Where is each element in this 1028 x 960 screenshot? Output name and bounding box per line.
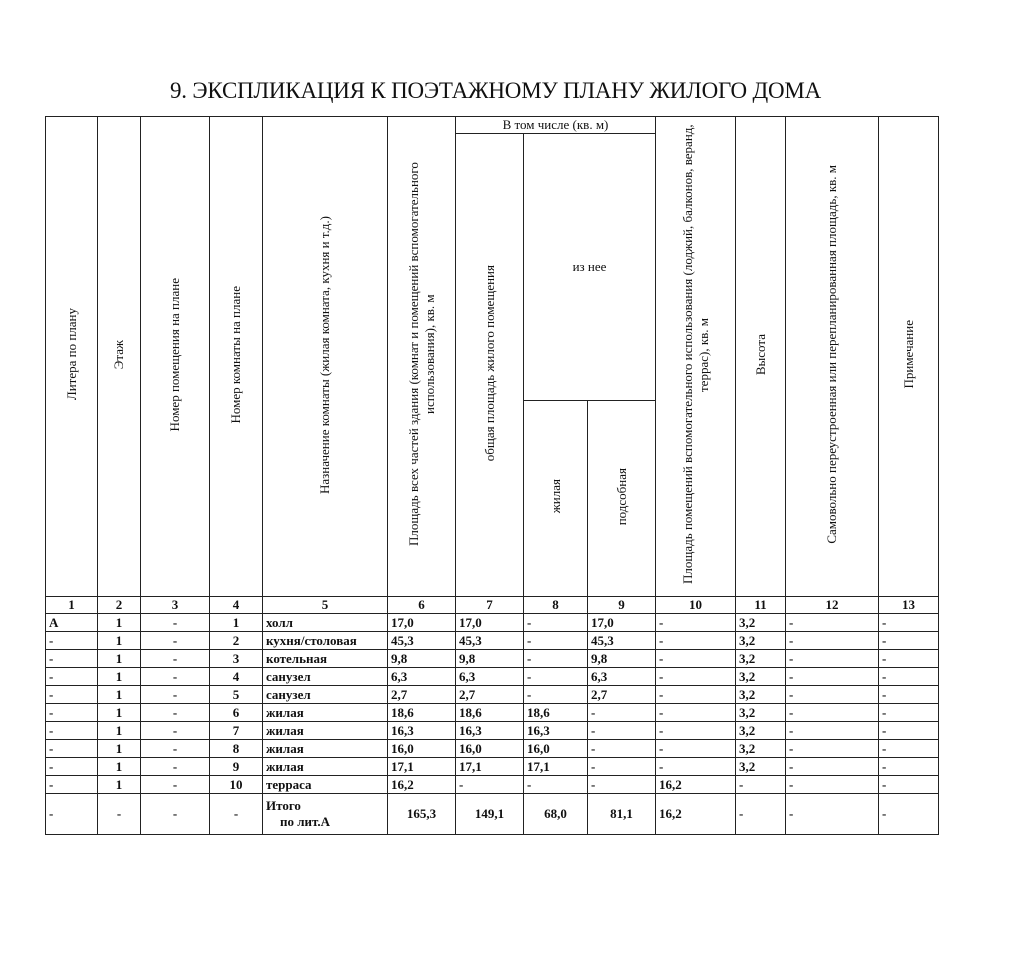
cell-living: - [524,632,588,650]
header-floor: Этаж [111,339,126,370]
cell-litera: - [46,668,98,686]
cell-utility: 9,8 [588,650,656,668]
cell-total-area: 2,7 [388,686,456,704]
cell-unauthorized: - [786,614,879,632]
cell-note: - [879,704,939,722]
cell-room: 5 [210,686,263,704]
total-litera: - [46,794,98,835]
cell-premise: - [141,758,210,776]
total-premise: - [141,794,210,835]
cell-living-premise-area: 17,0 [456,614,524,632]
cell-litera: - [46,650,98,668]
total-label-line2: по лит.А [280,814,331,829]
cell-room: 1 [210,614,263,632]
cell-living-premise-area: - [456,776,524,794]
total-unauthorized: - [786,794,879,835]
cell-unauthorized: - [786,776,879,794]
header-cell [46,117,98,597]
cell-floor: 1 [98,614,141,632]
cell-living-premise-area: 45,3 [456,632,524,650]
cell-floor: 1 [98,776,141,794]
column-number: 2 [98,597,141,614]
cell-height: 3,2 [736,614,786,632]
cell-unauthorized: - [786,632,879,650]
cell-utility: 6,3 [588,668,656,686]
cell-living-premise-area: 6,3 [456,668,524,686]
cell-floor: 1 [98,668,141,686]
cell-note: - [879,668,939,686]
cell-purpose: терраса [263,776,388,794]
cell-height: 3,2 [736,704,786,722]
cell-living: - [524,776,588,794]
cell-purpose: жилая [263,758,388,776]
total-note: - [879,794,939,835]
header-cell [388,117,456,597]
column-number: 1 [46,597,98,614]
cell-purpose: кухня/столовая [263,632,388,650]
cell-premise: - [141,614,210,632]
total-utility: 81,1 [588,794,656,835]
cell-height: - [736,776,786,794]
table-row [46,758,939,776]
header-cell [786,117,879,597]
cell-room: 7 [210,722,263,740]
header-auxiliary-area: Площадь помещений вспомогательного использования (лоджий, балконов, веранд, террас), кв. м [679,124,711,585]
table-row [46,776,939,794]
total-label-cell [263,794,388,835]
total-label-line1: Итого [266,798,301,813]
cell-living-premise-area: 9,8 [456,650,524,668]
cell-note: - [879,722,939,740]
cell-floor: 1 [98,704,141,722]
column-number: 6 [388,597,456,614]
column-number: 9 [588,597,656,614]
cell-litera: - [46,722,98,740]
column-number: 12 [786,597,879,614]
total-floor: - [98,794,141,835]
column-number: 4 [210,597,263,614]
column-number-row [46,597,939,614]
cell-auxiliary: - [656,740,736,758]
cell-living: - [524,686,588,704]
cell-unauthorized: - [786,722,879,740]
cell-total-area: 16,3 [388,722,456,740]
cell-premise: - [141,686,210,704]
table-row [46,668,939,686]
cell-auxiliary: - [656,614,736,632]
column-number: 13 [879,597,939,614]
cell-purpose: котельная [263,650,388,668]
header-cell [524,400,588,596]
header-room-number: Номер комнаты на плане [228,285,243,424]
header-cell [141,117,210,597]
cell-utility: 17,0 [588,614,656,632]
cell-height: 3,2 [736,740,786,758]
cell-floor: 1 [98,632,141,650]
cell-note: - [879,758,939,776]
cell-purpose: холл [263,614,388,632]
cell-note: - [879,686,939,704]
column-number: 8 [524,597,588,614]
total-living-premise-area: 149,1 [456,794,524,835]
cell-floor: 1 [98,740,141,758]
cell-premise: - [141,722,210,740]
cell-purpose: жилая [263,740,388,758]
cell-utility: - [588,776,656,794]
header-cell [736,117,786,597]
cell-total-area: 17,0 [388,614,456,632]
cell-total-area: 16,0 [388,740,456,758]
table-row [46,614,939,632]
cell-utility: - [588,704,656,722]
header-cell [879,117,939,597]
table-row [46,722,939,740]
cell-living: - [524,650,588,668]
cell-premise: - [141,740,210,758]
cell-living: 18,6 [524,704,588,722]
cell-utility: - [588,758,656,776]
explication-table [45,116,939,835]
header-row-1 [46,117,939,134]
cell-total-area: 9,8 [388,650,456,668]
cell-auxiliary: - [656,686,736,704]
cell-litera: - [46,686,98,704]
cell-height: 3,2 [736,632,786,650]
cell-living-premise-area: 16,0 [456,740,524,758]
header-of-which: из нее [524,134,656,401]
cell-utility: 2,7 [588,686,656,704]
total-area: 165,3 [388,794,456,835]
header-cell [656,117,736,597]
cell-unauthorized: - [786,686,879,704]
cell-utility: - [588,740,656,758]
cell-litera: - [46,776,98,794]
cell-auxiliary: - [656,704,736,722]
cell-utility: 45,3 [588,632,656,650]
cell-room: 10 [210,776,263,794]
cell-note: - [879,650,939,668]
cell-height: 3,2 [736,686,786,704]
column-number: 3 [141,597,210,614]
total-label [266,798,384,830]
cell-note: - [879,776,939,794]
cell-purpose: санузел [263,668,388,686]
header-premise-number: Номер помещения на плане [167,277,182,432]
cell-litera: А [46,614,98,632]
cell-utility: - [588,722,656,740]
cell-floor: 1 [98,722,141,740]
cell-auxiliary: 16,2 [656,776,736,794]
cell-floor: 1 [98,650,141,668]
cell-floor: 1 [98,758,141,776]
cell-living: 16,3 [524,722,588,740]
table-row [46,686,939,704]
header-room-purpose: Назначение комнаты (жилая комната, кухня и т.д.) [317,215,332,494]
cell-room: 4 [210,668,263,686]
header-note: Примечание [900,320,916,389]
cell-room: 6 [210,704,263,722]
cell-total-area: 18,6 [388,704,456,722]
cell-total-area: 16,2 [388,776,456,794]
cell-litera: - [46,758,98,776]
cell-auxiliary: - [656,632,736,650]
cell-note: - [879,740,939,758]
cell-living-premise-area: 2,7 [456,686,524,704]
cell-premise: - [141,704,210,722]
cell-floor: 1 [98,686,141,704]
cell-auxiliary: - [656,758,736,776]
header-cell [210,117,263,597]
cell-litera: - [46,704,98,722]
cell-living: - [524,668,588,686]
cell-auxiliary: - [656,722,736,740]
total-height: - [736,794,786,835]
cell-total-area: 45,3 [388,632,456,650]
header-cell [98,117,141,597]
cell-living: - [524,614,588,632]
table-row [46,704,939,722]
column-number: 11 [736,597,786,614]
cell-unauthorized: - [786,650,879,668]
cell-premise: - [141,650,210,668]
header-utility: подсобная [613,467,629,526]
cell-room: 2 [210,632,263,650]
cell-living: 17,1 [524,758,588,776]
table-row [46,740,939,758]
cell-note: - [879,614,939,632]
column-number: 5 [263,597,388,614]
cell-height: 3,2 [736,758,786,776]
cell-height: 3,2 [736,722,786,740]
cell-living-premise-area: 18,6 [456,704,524,722]
cell-unauthorized: - [786,740,879,758]
header-cell [263,117,388,597]
cell-height: 3,2 [736,668,786,686]
cell-unauthorized: - [786,704,879,722]
cell-height: 3,2 [736,650,786,668]
cell-unauthorized: - [786,668,879,686]
header-living: жилая [547,479,563,514]
cell-litera: - [46,632,98,650]
cell-premise: - [141,632,210,650]
total-living: 68,0 [524,794,588,835]
header-including: В том числе (кв. м) [456,117,656,134]
cell-purpose: жилая [263,722,388,740]
page-title: 9. ЭКСПЛИКАЦИЯ К ПОЭТАЖНОМУ ПЛАНУ ЖИЛОГО ДОМА [170,78,822,103]
table-row [46,632,939,650]
cell-auxiliary: - [656,668,736,686]
cell-living-premise-area: 16,3 [456,722,524,740]
cell-total-area: 6,3 [388,668,456,686]
header-total-area: Площадь всех частей здания (комнат и помещений вспомогательного использования), кв. м [405,162,437,547]
total-row [46,794,939,835]
cell-room: 9 [210,758,263,776]
cell-litera: - [46,740,98,758]
header-living-premise-area: общая площадь жилого помещения [481,264,497,462]
cell-living: 16,0 [524,740,588,758]
total-auxiliary: 16,2 [656,794,736,835]
header-litera: Литера по плану [63,308,79,401]
column-number: 10 [656,597,736,614]
cell-auxiliary: - [656,650,736,668]
cell-purpose: жилая [263,704,388,722]
header-height: Высота [752,333,768,376]
cell-living-premise-area: 17,1 [456,758,524,776]
table-row [46,650,939,668]
cell-room: 3 [210,650,263,668]
header-unauthorized-area: Самовольно переустроенная или перепланированная площадь, кв. м [824,165,839,544]
total-room: - [210,794,263,835]
cell-total-area: 17,1 [388,758,456,776]
cell-premise: - [141,668,210,686]
header-cell [456,134,524,597]
cell-room: 8 [210,740,263,758]
cell-purpose: санузел [263,686,388,704]
cell-unauthorized: - [786,758,879,776]
column-number: 7 [456,597,524,614]
cell-note: - [879,632,939,650]
header-cell [588,400,656,596]
cell-premise: - [141,776,210,794]
